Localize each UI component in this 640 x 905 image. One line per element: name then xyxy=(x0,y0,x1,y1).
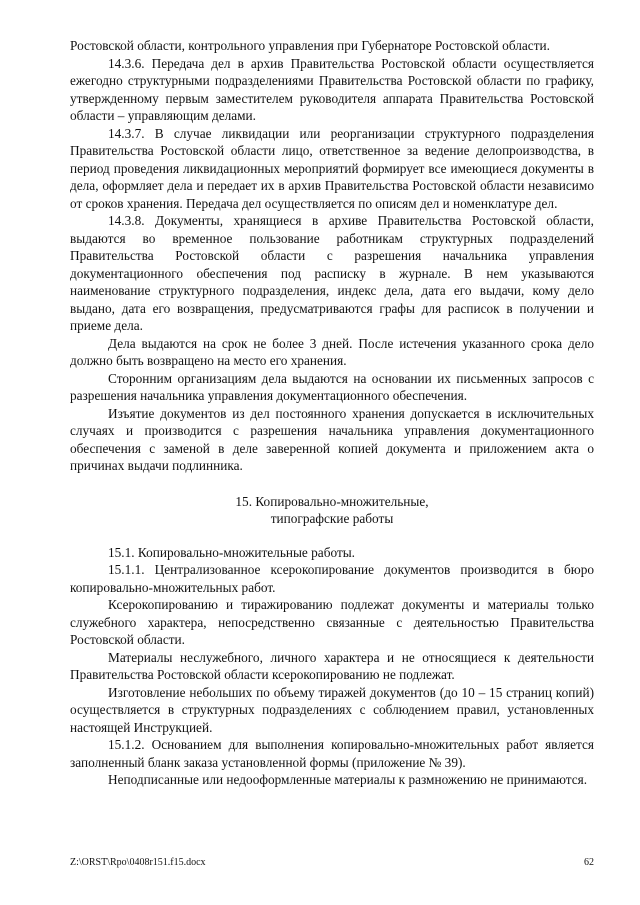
paragraph: Ксерокопированию и тиражированию подлежат документы и материалы только служебного характера, непосредственно связанные с деятельностью Правительства Ростовской области. xyxy=(70,597,594,647)
paragraph: Материалы неслужебного, личного характера и не относящиеся к деятельности Правительства Ростовской области ксерокопированию не подлежат. xyxy=(70,649,594,682)
section-heading xyxy=(70,493,594,528)
paragraph: 14.3.8. Документы, хранящиеся в архиве Правительства Ростовской области, выдаются во временное пользование работникам структурных подразделений Правительства Ростовской области с разрешения начальника управления документационного обеспечения под расписку в журнале. В нем указываются наименование структурного подразделения, индекс дела, дата его выдачи, кому дело выдано, дата его возвращения, предусматриваются графы для расписок в получении и приеме дела. xyxy=(70,213,594,333)
paragraph: Дела выдаются на срок не более 3 дней. После истечения указанного срока дело должно быть возвращено на место его хранения. xyxy=(70,335,594,368)
paragraph: Ростовской области, контрольного управления при Губернаторе Ростовской области. xyxy=(70,38,550,53)
footer-file-path: Z:\ORST\Rpo\0408r151.f15.docx xyxy=(70,857,206,868)
page-footer xyxy=(70,857,594,868)
paragraph: 15.1.2. Основанием для выполнения копировально-множительных работ является заполненный бланк заказа установленной формы (приложение № 39). xyxy=(70,737,594,770)
paragraph: Изъятие документов из дел постоянного хранения допускается в исключительных случаях и производится с разрешения начальника управления документационного обеспечения с заменой в деле заверенной копией документа и приложением акта о причинах выдачи подлинника. xyxy=(70,405,594,473)
paragraph: Неподписанные или недооформленные материалы к размножению не принимаются. xyxy=(108,772,588,787)
paragraph: 14.3.6. Передача дел в архив Правительства Ростовской области осуществляется ежегодно структурными подразделениями Правительства Ростовской области по графику, утвержденному первым заместителем руководителя аппарата Правительства Ростовской области – управляющим делами. xyxy=(70,55,594,123)
paragraph: 15.1. Копировально-множительные работы. xyxy=(108,544,356,560)
paragraphs-after-heading xyxy=(70,544,594,789)
paragraph: 14.3.7. В случае ликвидации или реорганизации структурного подразделения Правительства Ростовской области лицо, ответственное за ведение делопроизводства, в период проведения ликвидационных мероприятий формирует все имеющиеся документы в дела, оформляет дела и передает их в архив Правительства Ростовской области независимо от сроков хранения. Передача дел осуществляется по описям дел и номенклатуре дел. xyxy=(70,125,594,211)
section-heading-line-2: типографские работы xyxy=(270,511,394,526)
section-heading-line-1: 15. Копировально-множительные, xyxy=(235,493,429,509)
document-body xyxy=(70,37,594,789)
paragraphs-before-heading xyxy=(70,37,594,475)
paragraph: Сторонним организациям дела выдаются на основании их письменных запросов с разрешения начальника управления документационного обеспечения. xyxy=(70,370,594,403)
page-number: 62 xyxy=(584,857,594,868)
paragraph: Изготовление небольших по объему тиражей документов (до 10 – 15 страниц копий) осуществляется в структурных подразделениях с соблюдением правил, установленных настоящей Инструкцией. xyxy=(70,684,594,735)
paragraph: 15.1.1. Централизованное ксерокопирование документов производится в бюро копировально-множительных работ. xyxy=(70,562,594,595)
